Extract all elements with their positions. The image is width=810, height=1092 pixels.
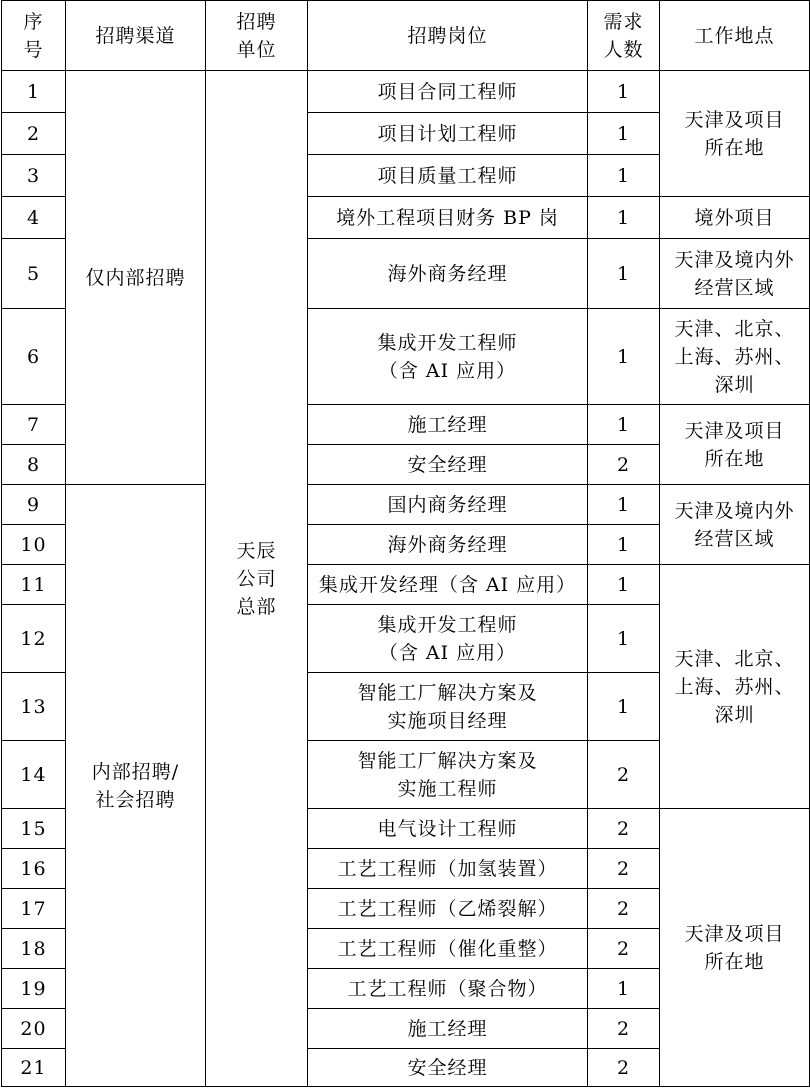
location-cell: 天津及项目 所在地 [660, 405, 810, 485]
row-count: 2 [588, 1009, 660, 1049]
row-no: 17 [2, 889, 66, 929]
table-row [2, 485, 810, 525]
location-cell: 境外项目 [660, 197, 810, 239]
row-count: 1 [588, 969, 660, 1009]
row-no: 5 [2, 239, 66, 309]
location-cell: 天津、北京、 上海、苏州、 深圳 [660, 309, 810, 405]
row-position: 安全经理 [308, 1049, 588, 1087]
row-count: 2 [588, 929, 660, 969]
row-count: 1 [588, 525, 660, 565]
row-count: 2 [588, 1049, 660, 1087]
row-count: 1 [588, 673, 660, 741]
row-position: 工艺工程师（聚合物） [308, 969, 588, 1009]
row-position: 项目计划工程师 [308, 113, 588, 155]
channel-cell: 仅内部招聘 [66, 71, 206, 485]
row-no: 15 [2, 809, 66, 849]
row-position: 智能工厂解决方案及 实施工程师 [308, 741, 588, 809]
row-no: 3 [2, 155, 66, 197]
row-count: 1 [588, 239, 660, 309]
header-location: 工作地点 [660, 1, 810, 71]
row-position: 集成开发经理（含 AI 应用） [308, 565, 588, 605]
row-no: 4 [2, 197, 66, 239]
row-no: 8 [2, 445, 66, 485]
header-channel: 招聘渠道 [66, 1, 206, 71]
row-no: 2 [2, 113, 66, 155]
row-no: 12 [2, 605, 66, 673]
row-position: 境外工程项目财务 BP 岗 [308, 197, 588, 239]
row-no: 10 [2, 525, 66, 565]
row-count: 1 [588, 197, 660, 239]
location-cell: 天津及境内外 经营区域 [660, 239, 810, 309]
row-count: 2 [588, 445, 660, 485]
row-position: 集成开发工程师 （含 AI 应用） [308, 309, 588, 405]
header-row [2, 1, 810, 71]
row-count: 1 [588, 113, 660, 155]
row-count: 1 [588, 71, 660, 113]
row-position: 项目合同工程师 [308, 71, 588, 113]
header-no: 序 号 [2, 1, 66, 71]
header-unit: 招聘 单位 [206, 1, 308, 71]
row-count: 1 [588, 565, 660, 605]
row-count: 2 [588, 849, 660, 889]
row-no: 7 [2, 405, 66, 445]
row-count: 1 [588, 155, 660, 197]
location-cell: 天津及项目 所在地 [660, 71, 810, 197]
location-cell: 天津、北京、 上海、苏州、 深圳 [660, 565, 810, 809]
row-count: 1 [588, 309, 660, 405]
row-no: 21 [2, 1049, 66, 1087]
row-position: 工艺工程师（催化重整） [308, 929, 588, 969]
row-no: 20 [2, 1009, 66, 1049]
row-position: 安全经理 [308, 445, 588, 485]
unit-cell: 天辰 公司 总部 [206, 71, 308, 1087]
row-position: 项目质量工程师 [308, 155, 588, 197]
row-count: 2 [588, 809, 660, 849]
location-cell: 天津及项目 所在地 [660, 809, 810, 1087]
row-position: 智能工厂解决方案及 实施项目经理 [308, 673, 588, 741]
channel-cell: 内部招聘/ 社会招聘 [66, 485, 206, 1087]
row-no: 16 [2, 849, 66, 889]
row-count: 1 [588, 405, 660, 445]
row-no: 14 [2, 741, 66, 809]
row-count: 2 [588, 889, 660, 929]
header-count: 需求 人数 [588, 1, 660, 71]
row-position: 工艺工程师（乙烯裂解） [308, 889, 588, 929]
row-position: 国内商务经理 [308, 485, 588, 525]
row-count: 2 [588, 741, 660, 809]
row-position: 施工经理 [308, 405, 588, 445]
location-cell: 天津及境内外 经营区域 [660, 485, 810, 565]
row-count: 1 [588, 605, 660, 673]
row-no: 13 [2, 673, 66, 741]
row-no: 9 [2, 485, 66, 525]
row-no: 19 [2, 969, 66, 1009]
row-position: 海外商务经理 [308, 239, 588, 309]
row-position: 电气设计工程师 [308, 809, 588, 849]
row-no: 6 [2, 309, 66, 405]
row-count: 1 [588, 485, 660, 525]
header-position: 招聘岗位 [308, 1, 588, 71]
table-row [2, 71, 810, 113]
row-position: 施工经理 [308, 1009, 588, 1049]
row-position: 工艺工程师（加氢装置） [308, 849, 588, 889]
recruitment-table [1, 0, 810, 1087]
row-no: 18 [2, 929, 66, 969]
row-position: 海外商务经理 [308, 525, 588, 565]
row-no: 11 [2, 565, 66, 605]
row-position: 集成开发工程师 （含 AI 应用） [308, 605, 588, 673]
row-no: 1 [2, 71, 66, 113]
